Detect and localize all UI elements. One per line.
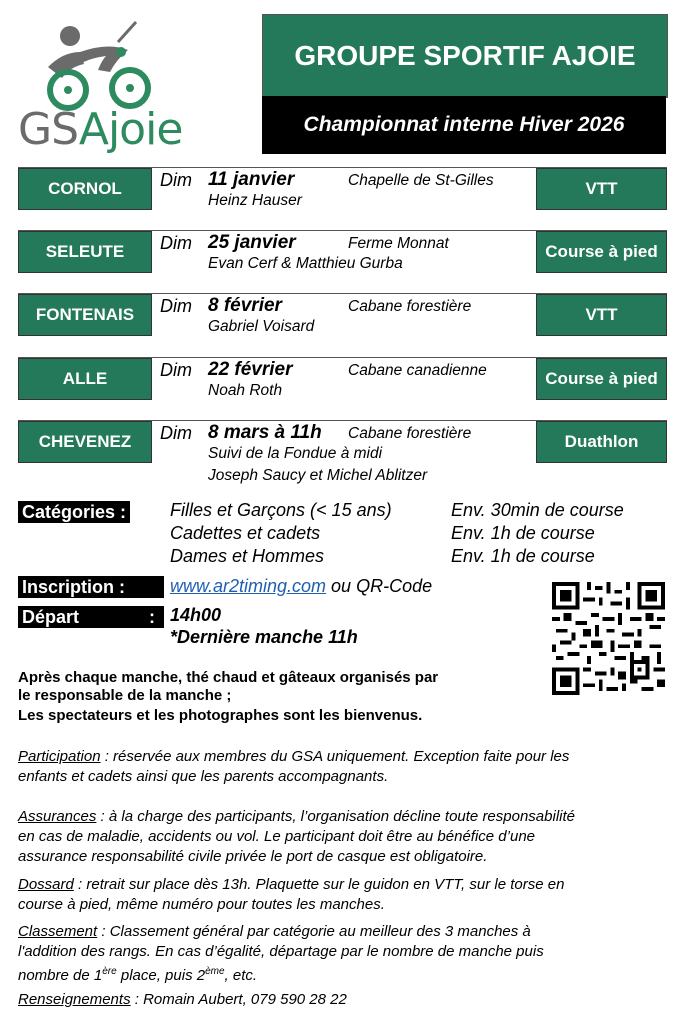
logo-text: GSAjoie — [18, 104, 183, 155]
qr-code-icon[interactable] — [552, 582, 665, 695]
event-organizers: Gabriel Voisard — [208, 318, 315, 335]
assurances-line-3: assurance responsabilité civile privée le port de casque est obligatoire. — [18, 848, 488, 865]
participation-line-2: enfants et cadets ainsi que les parents accompagnants. — [18, 768, 389, 785]
classement-line-2: l'addition des rangs. En cas d’égalité, départage par le nombre de manche puis — [18, 943, 544, 960]
event-date: 11 janvier — [208, 169, 295, 190]
event-organizers: Noah Roth — [208, 382, 283, 399]
event-venue: Cabane forestière — [348, 425, 472, 442]
event-place: SELEUTE — [18, 231, 152, 273]
category-duration: Env. 1h de course — [451, 546, 595, 566]
event-sport: Duathlon — [536, 421, 667, 463]
event-date: 22 février — [208, 359, 293, 380]
event-sport: Course à pied — [536, 358, 667, 400]
category-duration: Env. 1h de course — [451, 523, 595, 543]
category-who: Cadettes et cadets — [170, 523, 321, 543]
event-place: ALLE — [18, 358, 152, 400]
event-row-5 — [18, 420, 667, 484]
assurances-line-2: en cas de maladie, accidents ou vol. Le participant doit être au bénéfice d’une — [18, 828, 536, 845]
inscription-label: Inscription : — [18, 576, 164, 598]
event-place: FONTENAIS — [18, 294, 152, 336]
event-venue: Ferme Monnat — [348, 235, 449, 252]
page-title: GROUPE SPORTIF AJOIE — [262, 14, 668, 98]
depart-label: Départ : — [18, 606, 164, 628]
event-row-1 — [18, 167, 667, 210]
info-line-3: Les spectateurs et les photographes sont les bienvenus. — [18, 707, 423, 724]
event-note: Suivi de la Fondue à midi — [208, 445, 383, 462]
event-day: Dim — [160, 233, 192, 253]
event-venue: Chapelle de St-Gilles — [348, 172, 494, 189]
event-sport: Course à pied — [536, 231, 667, 273]
event-place: CORNOL — [18, 168, 152, 210]
event-venue: Cabane canadienne — [348, 362, 487, 379]
event-day: Dim — [160, 360, 192, 380]
event-venue: Cabane forestière — [348, 298, 472, 315]
event-date: 8 février — [208, 295, 282, 316]
event-row-3 — [18, 293, 667, 336]
assurances-line-1: Assurances : à la charge des participants, l’organisation décline toute responsabilité — [18, 808, 575, 825]
inscription-link[interactable]: www.ar2timing.com — [170, 576, 327, 596]
categories-label: Catégories : — [18, 501, 130, 523]
inscription-line: www.ar2timing.com ou QR-Code — [170, 576, 433, 596]
event-day: Dim — [160, 170, 192, 190]
event-sport: VTT — [536, 168, 667, 210]
event-organizers: Joseph Saucy et Michel Ablitzer — [208, 467, 428, 484]
classement-line-3: nombre de 1ère place, puis 2ème, etc. — [18, 966, 258, 984]
depart-time: 14h00 — [170, 605, 222, 625]
renseignements-line: Renseignements : Romain Aubert, 079 590 28 22 — [18, 991, 347, 1008]
event-row-2 — [18, 230, 667, 273]
participation-line-1: Participation : réservée aux membres du GSA uniquement. Exception faite pour les — [18, 748, 570, 765]
dossard-line-1: Dossard : retrait sur place dès 13h. Plaquette sur le guidon en VTT, sur le torse en — [18, 876, 565, 893]
page-subtitle: Championnat interne Hiver 2026 — [262, 96, 666, 154]
event-organizers: Evan Cerf & Matthieu Gurba — [208, 255, 403, 272]
event-place: CHEVENEZ — [18, 421, 152, 463]
info-line-1: Après chaque manche, thé chaud et gâteaux organisés par — [18, 669, 439, 686]
category-who: Filles et Garçons (< 15 ans) — [170, 500, 392, 520]
event-date: 8 mars à 11h — [208, 422, 322, 443]
classement-line-1: Classement : Classement général par catégorie au meilleur des 3 manches à — [18, 923, 531, 940]
depart-note: *Dernière manche 11h — [170, 627, 358, 647]
dossard-line-2: course à pied, même numéro pour toutes les manches. — [18, 896, 385, 913]
event-date: 25 janvier — [208, 232, 296, 253]
event-day: Dim — [160, 423, 192, 443]
event-organizers: Heinz Hauser — [208, 192, 302, 209]
category-duration: Env. 30min de course — [451, 500, 624, 520]
event-sport: VTT — [536, 294, 667, 336]
event-row-4 — [18, 357, 667, 400]
event-day: Dim — [160, 296, 192, 316]
info-line-2: le responsable de la manche ; — [18, 687, 232, 704]
category-who: Dames et Hommes — [170, 546, 325, 566]
